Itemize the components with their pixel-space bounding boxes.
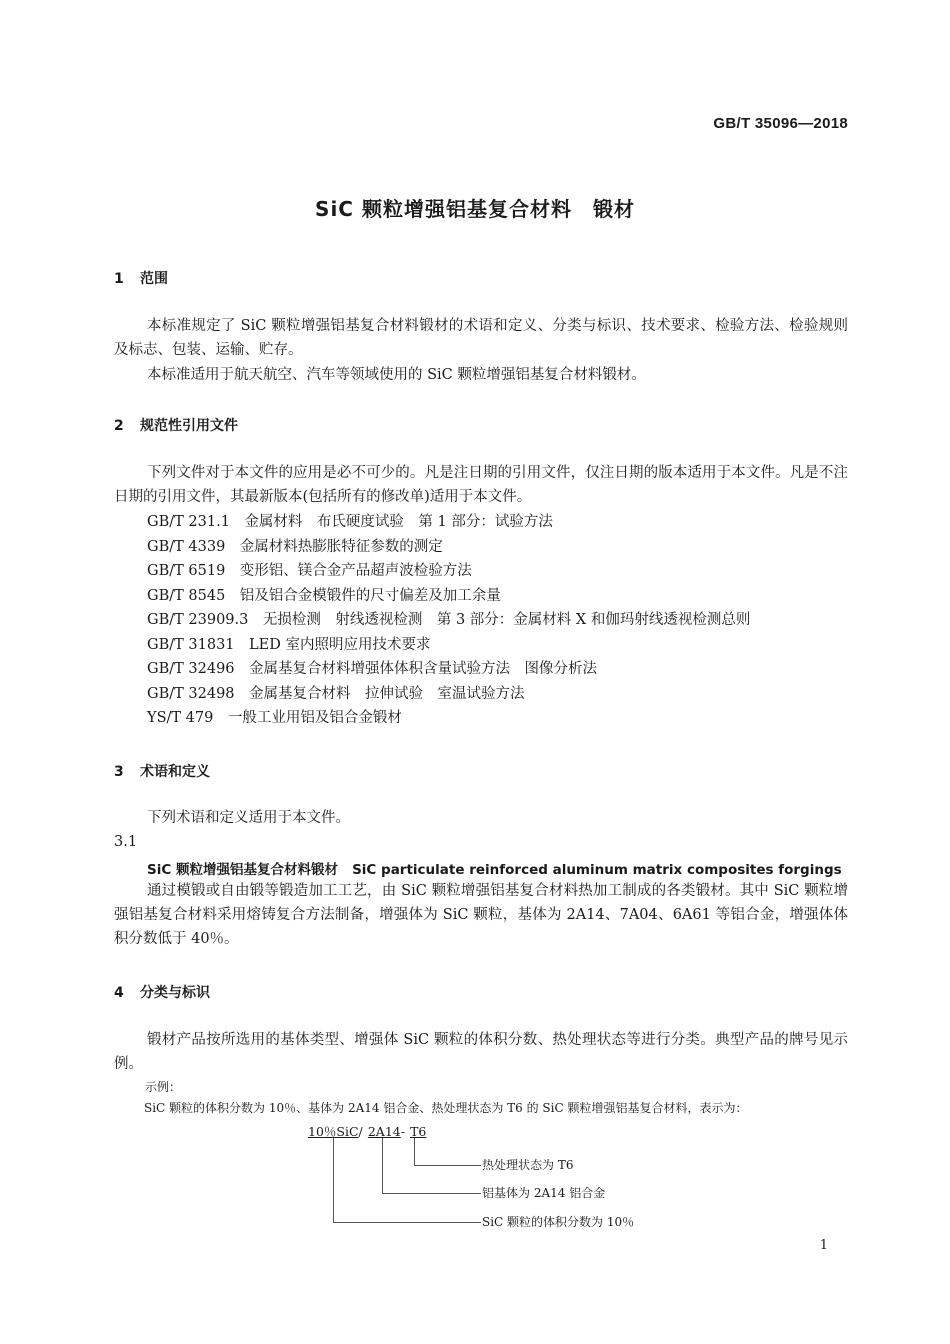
code-matrix-part: 2A14 <box>367 1124 401 1139</box>
term-number: 3.1 <box>114 834 138 850</box>
reference-item: GB/T 231.1 金属材料 布氏硬度试验 第 1 部分：试验方法 <box>147 514 553 530</box>
scope-paragraph-1: 本标准规定了 SiC 颗粒增强铝基复合材料锻材的术语和定义、分类与标识、技术要求、检验方法、检验规则及标志、包装、运输、贮存。 <box>114 318 848 358</box>
document-title: SiC 颗粒增强铝基复合材料 锻材 <box>315 197 635 221</box>
reference-item: GB/T 23909.3 无损检测 射线透视检测 第 3 部分：金属材料 X 和伽玛射线透视检测总则 <box>147 612 751 628</box>
temper-leader-vertical <box>414 1138 415 1165</box>
matrix-leader-vertical <box>382 1138 383 1193</box>
classification-paragraph: 锻材产品按所选用的基体类型、增强体 SiC 颗粒的体积分数、热处理状态等进行分类。典型产品的牌号见示例。 <box>114 1032 848 1072</box>
section-2-heading <box>114 415 238 435</box>
reference-item: GB/T 32496 金属基复合材料增强体体积含量试验方法 图像分析法 <box>147 661 598 677</box>
normative-intro: 下列文件对于本文件的应用是必不可少的。凡是注日期的引用文件，仅注日期的版本适用于本文件。凡是不注日期的引用文件，其最新版本(包括所有的修改单)适用于本文件。 <box>114 465 848 505</box>
matrix-leader-horizontal <box>382 1193 481 1194</box>
section-title: 分类与标识 <box>140 985 210 1001</box>
term-chinese: SiC 颗粒增强铝基复合材料锻材 <box>147 862 338 878</box>
reference-item: GB/T 8545 铝及铝合金模锻件的尺寸偏差及加工余量 <box>147 588 501 604</box>
code-separator: - <box>400 1124 405 1139</box>
section-title: 术语和定义 <box>140 764 210 780</box>
section-number: 1 <box>114 271 124 287</box>
volume-leader-horizontal <box>333 1222 481 1223</box>
code-volume-part: 10％SiC <box>308 1124 359 1139</box>
section-number: 4 <box>114 985 124 1001</box>
section-3-heading <box>114 761 210 781</box>
reference-item: GB/T 4339 金属材料热膨胀特征参数的测定 <box>147 539 443 555</box>
temper-label: 热处理状态为 T6 <box>482 1158 574 1172</box>
volume-leader-vertical <box>333 1138 334 1222</box>
term-definition: 通过模锻或自由锻等锻造加工工艺，由 SiC 颗粒增强铝基复合材料热加工制成的各类锻材。其中 SiC 颗粒增强铝基复合材料采用熔铸复合方法制备，增强体为 SiC 颗粒，基体为 2A14、7A04、6A61 等铝合金，增强体体积分数低于 40％。 <box>114 883 848 947</box>
reference-item: GB/T 32498 金属基复合材料 拉伸试验 室温试验方法 <box>147 686 525 702</box>
example-label: 示例： <box>145 1080 182 1094</box>
designation-code <box>308 1121 426 1140</box>
section-title: 范围 <box>140 271 168 287</box>
reference-item: YS/T 479 一般工业用铝及铝合金锻材 <box>147 710 402 726</box>
volume-label: SiC 颗粒的体积分数为 10％ <box>482 1215 635 1229</box>
page-number: 1 <box>819 1238 828 1253</box>
standard-code: GB/T 35096—2018 <box>713 115 848 132</box>
code-separator: / <box>358 1124 363 1139</box>
section-number: 2 <box>114 418 124 434</box>
section-1-heading <box>114 268 168 288</box>
reference-item: GB/T 6519 变形铝、镁合金产品超声波检验方法 <box>147 563 472 579</box>
scope-paragraph-2: 本标准适用于航天航空、汽车等领域使用的 SiC 颗粒增强铝基复合材料锻材。 <box>147 367 646 383</box>
term-heading <box>147 858 842 878</box>
section-title: 规范性引用文件 <box>140 418 238 434</box>
term-english: SiC particulate reinforced aluminum matrix composites forgings <box>352 862 842 878</box>
reference-item: GB/T 31831 LED 室内照明应用技术要求 <box>147 637 431 653</box>
matrix-label: 铝基体为 2A14 铝合金 <box>482 1186 606 1200</box>
section-number: 3 <box>114 764 124 780</box>
section-4-heading <box>114 982 210 1002</box>
example-text: SiC 颗粒的体积分数为 10％、基体为 2A14 铝合金、热处理状态为 T6 的 SiC 颗粒增强铝基复合材料，表示为： <box>144 1101 748 1115</box>
temper-leader-horizontal <box>414 1165 481 1166</box>
code-temper-part: T6 <box>410 1124 427 1139</box>
terms-intro: 下列术语和定义适用于本文件。 <box>147 810 350 826</box>
